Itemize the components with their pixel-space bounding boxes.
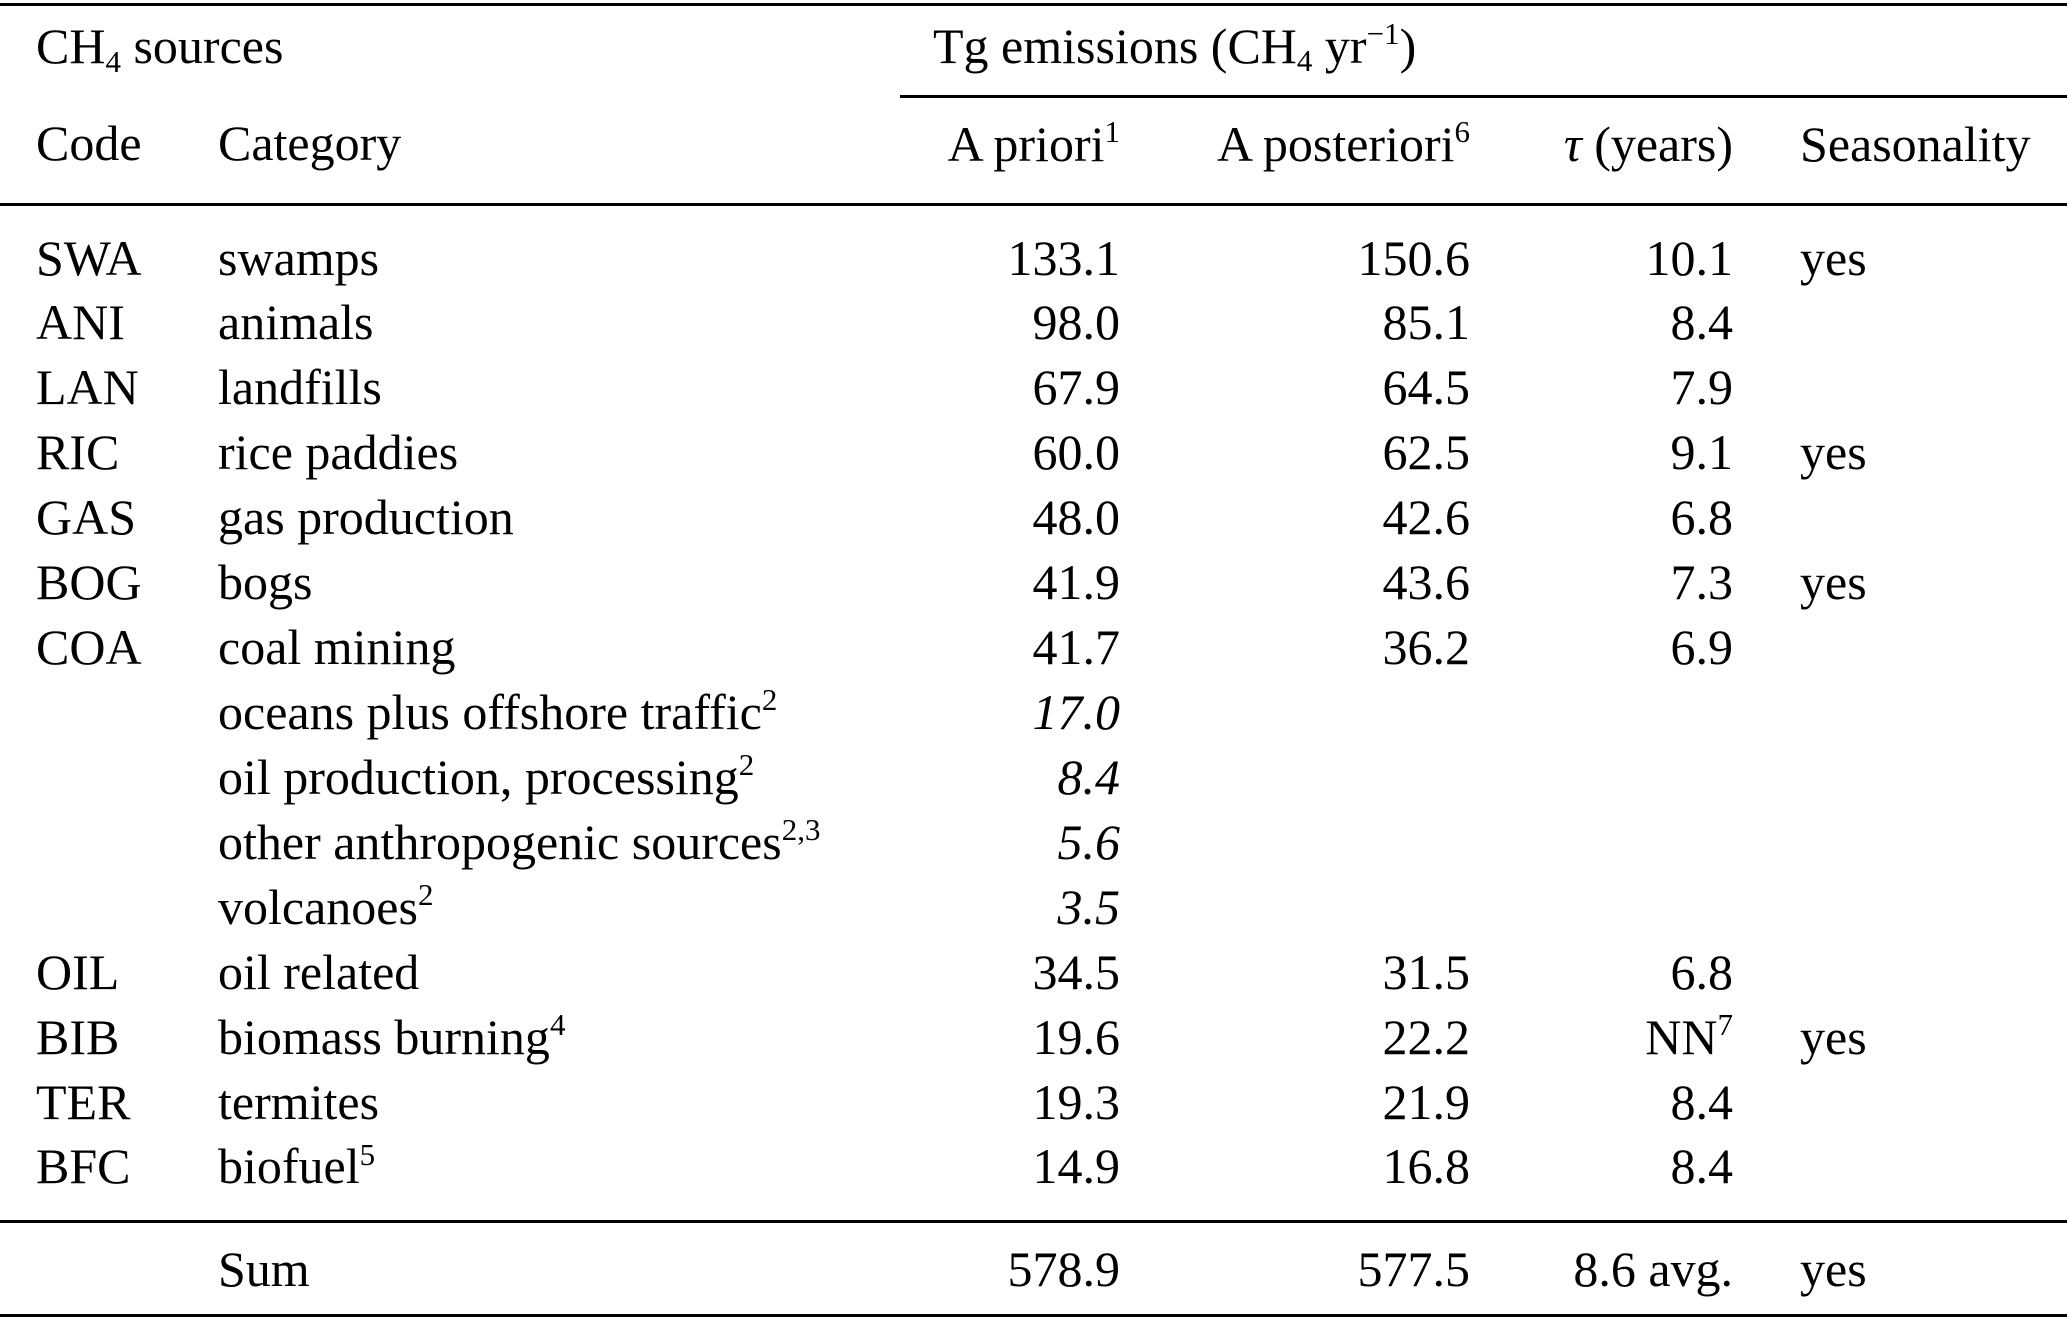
cell-category — [218, 615, 900, 680]
cell-seasonality — [1733, 205, 2067, 290]
a-priori-value: 41.7 — [1032, 619, 1121, 675]
cell-tau — [1470, 1222, 1733, 1316]
table-row — [0, 420, 2067, 485]
a-posteriori-value: 62.5 — [1382, 424, 1471, 480]
table-row — [0, 745, 2067, 810]
a-posteriori-value: 64.5 — [1382, 359, 1471, 415]
cell-category — [218, 875, 900, 940]
cell-a-posteriori — [1120, 355, 1470, 420]
a-priori-value: 67.9 — [1032, 359, 1121, 415]
column-header-a-priori — [900, 97, 1120, 205]
cell-a-posteriori — [1120, 550, 1470, 615]
table-row — [0, 550, 2067, 615]
cell-code — [0, 290, 218, 355]
code-text: LAN — [36, 359, 139, 415]
sum-a-priori-value: 578.9 — [1007, 1240, 1121, 1297]
code-text: BFC — [36, 1138, 131, 1195]
cell-code — [0, 485, 218, 550]
cell-seasonality — [1733, 1222, 2067, 1316]
table-row — [0, 875, 2067, 940]
cell-a-priori — [900, 485, 1120, 550]
cell-code — [0, 355, 218, 420]
cell-tau — [1470, 550, 1733, 615]
category-text: biofuel — [218, 1138, 360, 1195]
category-text: termites — [218, 1074, 380, 1130]
column-header-code — [0, 97, 218, 205]
cell-a-posteriori — [1120, 290, 1470, 355]
cell-code — [0, 875, 218, 940]
cell-category — [218, 420, 900, 485]
a-priori-value: 41.9 — [1032, 554, 1121, 610]
tau-value: 7.3 — [1670, 554, 1734, 610]
category-text: landfills — [218, 359, 382, 415]
category-text: rice paddies — [218, 424, 459, 480]
a-priori-value: 98.0 — [1032, 294, 1121, 350]
sum-a-posteriori-value: 577.5 — [1357, 1240, 1471, 1297]
emissions-label-superscript: −1 — [1366, 15, 1400, 51]
cell-tau — [1470, 420, 1733, 485]
cell-code — [0, 1135, 218, 1222]
cell-seasonality — [1733, 680, 2067, 745]
category-text: oil related — [218, 944, 420, 1000]
emissions-label-mid: yr — [1312, 17, 1367, 74]
cell-a-posteriori — [1120, 615, 1470, 680]
cell-seasonality — [1733, 615, 2067, 680]
column-header-seasonality — [1733, 97, 2067, 205]
table-row — [0, 290, 2067, 355]
cell-a-priori — [900, 1005, 1120, 1070]
cell-seasonality — [1733, 420, 2067, 485]
cell-category — [218, 1070, 900, 1135]
cell-a-priori — [900, 550, 1120, 615]
tau-value: NN — [1645, 1009, 1718, 1065]
a-posteriori-value: 21.9 — [1382, 1074, 1471, 1130]
table-footer — [0, 1222, 2067, 1316]
table-row — [0, 1005, 2067, 1070]
cell-code — [0, 420, 218, 485]
a-posteriori-value: 31.5 — [1382, 944, 1471, 1000]
column-header-tau — [1470, 97, 1733, 205]
cell-code — [0, 1005, 218, 1070]
category-superscript: 5 — [359, 1136, 376, 1172]
category-text: oceans plus offshore traffic — [218, 684, 762, 740]
code-text: BOG — [36, 554, 142, 610]
category-text: other anthropogenic sources — [218, 814, 782, 870]
tau-value: 8.4 — [1670, 1074, 1734, 1130]
cell-tau — [1470, 1135, 1733, 1222]
cell-tau — [1470, 745, 1733, 810]
a-priori-value: 8.4 — [1057, 749, 1121, 805]
cell-code — [0, 810, 218, 875]
seasonality-value: yes — [1800, 424, 1867, 480]
category-superscript: 2 — [738, 747, 755, 783]
a-posteriori-header-superscript: 6 — [1454, 113, 1471, 149]
cell-category — [218, 205, 900, 290]
cell-code — [0, 1222, 218, 1316]
cell-a-priori — [900, 615, 1120, 680]
cell-a-priori — [900, 745, 1120, 810]
category-header-text: Category — [218, 114, 402, 171]
group-header-row — [0, 5, 2067, 97]
a-posteriori-value: 16.8 — [1382, 1138, 1471, 1195]
a-priori-value: 60.0 — [1032, 424, 1121, 480]
cell-a-posteriori — [1120, 680, 1470, 745]
a-posteriori-value: 85.1 — [1382, 294, 1471, 350]
table-row — [0, 1070, 2067, 1135]
code-text: COA — [36, 619, 142, 675]
cell-a-priori — [900, 1222, 1120, 1316]
category-text: bogs — [218, 554, 313, 610]
code-text: ANI — [36, 294, 125, 350]
cell-tau — [1470, 680, 1733, 745]
cell-category — [218, 1005, 900, 1070]
table-row — [0, 680, 2067, 745]
cell-category — [218, 355, 900, 420]
emissions-label-subscript: 4 — [1296, 43, 1313, 79]
cell-category — [218, 290, 900, 355]
cell-a-posteriori — [1120, 745, 1470, 810]
tau-symbol: τ — [1563, 115, 1582, 172]
tau-header-text: (years) — [1581, 115, 1734, 172]
cell-a-posteriori — [1120, 205, 1470, 290]
cell-category — [218, 1222, 900, 1316]
cell-a-priori — [900, 940, 1120, 1005]
a-posteriori-value: 43.6 — [1382, 554, 1471, 610]
cell-category — [218, 810, 900, 875]
cell-code — [0, 1070, 218, 1135]
table-row — [0, 485, 2067, 550]
seasonality-value: yes — [1800, 229, 1867, 286]
table-row — [0, 940, 2067, 1005]
a-priori-value: 133.1 — [1007, 229, 1121, 286]
table-row — [0, 1135, 2067, 1222]
cell-tau — [1470, 1005, 1733, 1070]
cell-category — [218, 745, 900, 810]
cell-category — [218, 680, 900, 745]
a-posteriori-value: 22.2 — [1382, 1009, 1471, 1065]
cell-seasonality — [1733, 1135, 2067, 1222]
ch4-sources-table — [0, 3, 2067, 1317]
sources-label-prefix: CH — [36, 18, 106, 75]
cell-tau — [1470, 940, 1733, 1005]
cell-category — [218, 1135, 900, 1222]
code-text: TER — [36, 1074, 131, 1130]
group-header-sources — [0, 5, 900, 97]
a-priori-value: 34.5 — [1032, 944, 1121, 1000]
table-row — [0, 810, 2067, 875]
tau-superscript: 7 — [1717, 1007, 1734, 1043]
emissions-label-suffix: ) — [1399, 17, 1417, 74]
category-superscript: 2 — [417, 877, 434, 913]
a-posteriori-value: 42.6 — [1382, 489, 1471, 545]
cell-seasonality — [1733, 290, 2067, 355]
cell-a-priori — [900, 1070, 1120, 1135]
cell-tau — [1470, 355, 1733, 420]
cell-tau — [1470, 290, 1733, 355]
cell-a-posteriori — [1120, 810, 1470, 875]
cell-a-priori — [900, 290, 1120, 355]
a-posteriori-header-text: A posteriori — [1217, 115, 1455, 172]
category-text: swamps — [218, 229, 380, 286]
cell-tau — [1470, 205, 1733, 290]
seasonality-value: yes — [1800, 554, 1867, 610]
a-priori-value: 48.0 — [1032, 489, 1121, 545]
cell-category — [218, 550, 900, 615]
cell-seasonality — [1733, 745, 2067, 810]
tau-value: 6.9 — [1670, 619, 1734, 675]
cell-a-priori — [900, 810, 1120, 875]
cell-seasonality — [1733, 550, 2067, 615]
cell-a-posteriori — [1120, 420, 1470, 485]
a-priori-value: 5.6 — [1057, 814, 1121, 870]
sum-tau-value: 8.6 avg. — [1573, 1240, 1734, 1297]
column-header-row — [0, 97, 2067, 205]
cell-a-posteriori — [1120, 1135, 1470, 1222]
table-row — [0, 355, 2067, 420]
sum-row — [0, 1222, 2067, 1316]
column-header-category — [218, 97, 900, 205]
cell-tau — [1470, 1070, 1733, 1135]
code-header-text: Code — [36, 114, 142, 171]
category-text: coal mining — [218, 619, 456, 675]
a-priori-value: 3.5 — [1057, 879, 1121, 935]
cell-tau — [1470, 875, 1733, 940]
tau-value: 10.1 — [1645, 229, 1734, 286]
tau-value: 9.1 — [1670, 424, 1734, 480]
category-superscript: 2 — [761, 682, 778, 718]
cell-a-priori — [900, 355, 1120, 420]
cell-seasonality — [1733, 940, 2067, 1005]
table-header — [0, 5, 2067, 205]
cell-tau — [1470, 810, 1733, 875]
emissions-label-prefix: Tg emissions (CH — [933, 17, 1297, 74]
sources-label-subscript: 4 — [105, 43, 121, 79]
code-text: GAS — [36, 489, 137, 545]
table-row — [0, 615, 2067, 680]
cell-a-priori — [900, 875, 1120, 940]
cell-a-priori — [900, 1135, 1120, 1222]
cell-code — [0, 680, 218, 745]
code-text: OIL — [36, 944, 120, 1000]
tau-value: 7.9 — [1670, 359, 1734, 415]
sources-label-suffix: sources — [120, 18, 284, 75]
cell-seasonality — [1733, 1070, 2067, 1135]
group-header-emissions — [900, 5, 2067, 97]
category-text: biomass burning — [218, 1009, 550, 1065]
cell-seasonality — [1733, 810, 2067, 875]
tau-value: 8.4 — [1670, 1138, 1734, 1195]
category-text: animals — [218, 294, 374, 350]
table-row — [0, 205, 2067, 290]
category-superscript: 4 — [549, 1007, 566, 1043]
cell-seasonality — [1733, 875, 2067, 940]
a-posteriori-value: 36.2 — [1382, 619, 1471, 675]
category-text: oil production, processing — [218, 749, 739, 805]
cell-tau — [1470, 615, 1733, 680]
sum-seasonality-value: yes — [1800, 1240, 1867, 1297]
code-text: BIB — [36, 1009, 120, 1065]
cell-code — [0, 205, 218, 290]
cell-code — [0, 940, 218, 1005]
cell-seasonality — [1733, 485, 2067, 550]
cell-code — [0, 745, 218, 810]
table-body — [0, 205, 2067, 1222]
seasonality-header-text: Seasonality — [1800, 115, 2031, 172]
cell-code — [0, 615, 218, 680]
category-text: gas production — [218, 489, 514, 545]
cell-code — [0, 550, 218, 615]
a-posteriori-value: 150.6 — [1357, 229, 1471, 286]
a-priori-value: 17.0 — [1032, 684, 1121, 740]
cell-seasonality — [1733, 1005, 2067, 1070]
code-text: RIC — [36, 424, 120, 480]
code-text: SWA — [36, 229, 142, 286]
category-superscript: 2,3 — [781, 812, 821, 848]
tau-value: 8.4 — [1670, 294, 1734, 350]
cell-tau — [1470, 485, 1733, 550]
cell-seasonality — [1733, 355, 2067, 420]
cell-a-priori — [900, 680, 1120, 745]
cell-category — [218, 940, 900, 1005]
cell-a-posteriori — [1120, 1005, 1470, 1070]
cell-a-posteriori — [1120, 1070, 1470, 1135]
a-priori-value: 19.3 — [1032, 1074, 1121, 1130]
a-priori-value: 19.6 — [1032, 1009, 1121, 1065]
category-text: volcanoes — [218, 879, 418, 935]
a-priori-header-superscript: 1 — [1104, 113, 1121, 149]
a-priori-value: 14.9 — [1032, 1138, 1121, 1195]
column-header-a-posteriori — [1120, 97, 1470, 205]
cell-a-priori — [900, 420, 1120, 485]
cell-a-posteriori — [1120, 875, 1470, 940]
cell-a-posteriori — [1120, 940, 1470, 1005]
seasonality-value: yes — [1800, 1009, 1867, 1065]
tau-value: 6.8 — [1670, 489, 1734, 545]
a-priori-header-text: A priori — [947, 115, 1105, 172]
cell-a-posteriori — [1120, 485, 1470, 550]
cell-a-priori — [900, 205, 1120, 290]
sum-label: Sum — [218, 1240, 310, 1297]
tau-value: 6.8 — [1670, 944, 1734, 1000]
cell-a-posteriori — [1120, 1222, 1470, 1316]
cell-category — [218, 485, 900, 550]
